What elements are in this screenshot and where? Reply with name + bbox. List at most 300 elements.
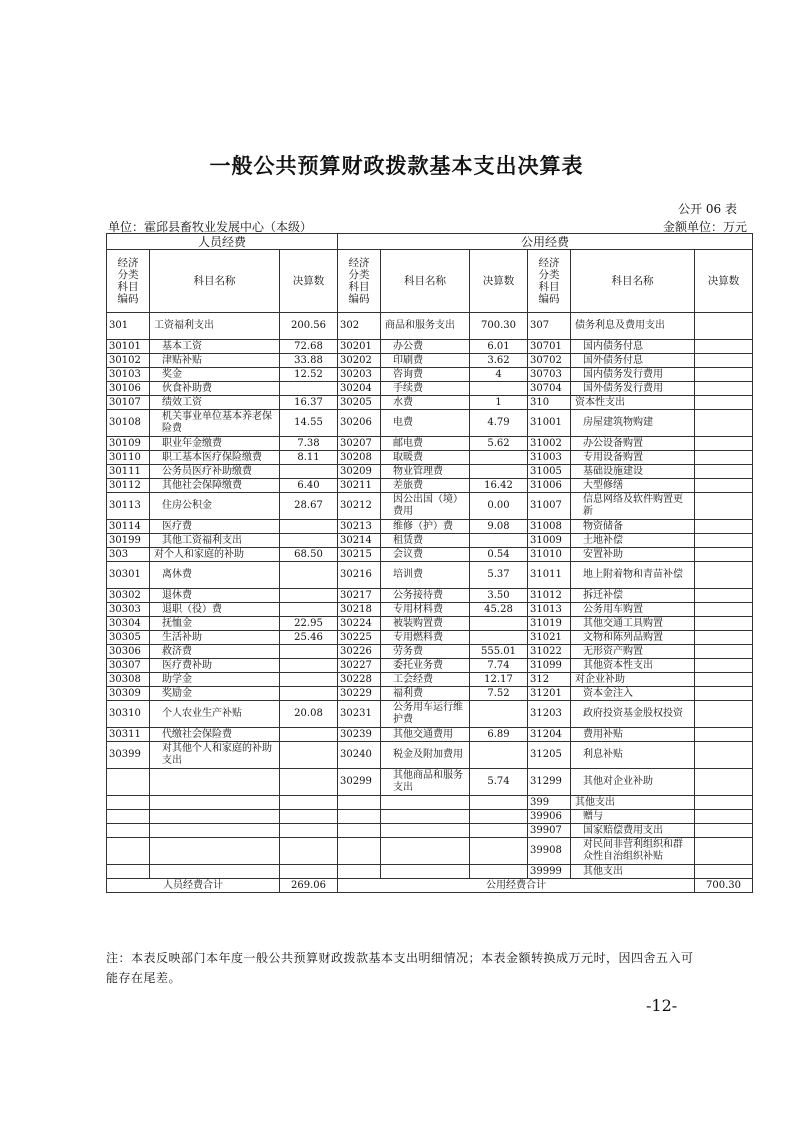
cell-name: 资本金注入 <box>571 687 695 701</box>
cell-name: 工资福利支出 <box>150 313 280 340</box>
cell-amount <box>280 865 338 879</box>
cell-amount <box>470 701 528 728</box>
cell-name: 公务接待费 <box>381 589 470 603</box>
cell-amount <box>470 534 528 548</box>
public-total-value: 700.30 <box>695 879 753 893</box>
cell-code: 30218 <box>338 603 381 617</box>
cell-code: 30114 <box>107 520 150 534</box>
table-row <box>107 742 753 769</box>
cell-amount: 8.11 <box>280 451 338 465</box>
table-row <box>107 354 753 368</box>
cell-name <box>150 810 280 824</box>
cell-name: 债务利息及费用支出 <box>571 313 695 340</box>
cell-name <box>150 824 280 838</box>
cell-amount <box>695 534 753 548</box>
cell-code: 31001 <box>528 410 571 437</box>
cell-code: 30227 <box>338 659 381 673</box>
cell-code <box>107 824 150 838</box>
cell-code: 30308 <box>107 673 150 687</box>
cell-code: 30216 <box>338 562 381 589</box>
cell-name: 咨询费 <box>381 368 470 382</box>
cell-code <box>107 796 150 810</box>
cell-amount: 16.37 <box>280 396 338 410</box>
cell-code: 31011 <box>528 562 571 589</box>
cell-code: 39908 <box>528 838 571 865</box>
cell-code: 30701 <box>528 340 571 354</box>
cell-code <box>107 810 150 824</box>
cell-name: 工会经费 <box>381 673 470 687</box>
cell-amount: 3.50 <box>470 589 528 603</box>
cell-code: 31003 <box>528 451 571 465</box>
cell-name <box>150 838 280 865</box>
cell-name: 伙食补助费 <box>150 382 280 396</box>
cell-amount: 14.55 <box>280 410 338 437</box>
cell-name: 医疗费补助 <box>150 659 280 673</box>
cell-code: 30107 <box>107 396 150 410</box>
header-name: 科目名称 <box>150 250 280 313</box>
cell-amount <box>280 534 338 548</box>
cell-name: 其他支出 <box>571 865 695 879</box>
cell-amount <box>470 810 528 824</box>
table-row <box>107 410 753 437</box>
cell-amount <box>695 493 753 520</box>
cell-code: 30299 <box>338 769 381 796</box>
cell-name <box>150 865 280 879</box>
cell-amount: 25.46 <box>280 631 338 645</box>
cell-amount: 12.52 <box>280 368 338 382</box>
cell-name: 文物和陈列品购置 <box>571 631 695 645</box>
cell-code: 31009 <box>528 534 571 548</box>
cell-code: 31006 <box>528 479 571 493</box>
cell-amount <box>280 603 338 617</box>
cell-code: 303 <box>107 548 150 562</box>
cell-name: 其他社会保障缴费 <box>150 479 280 493</box>
cell-name: 邮电费 <box>381 437 470 451</box>
cell-amount <box>695 838 753 865</box>
cell-code: 30306 <box>107 645 150 659</box>
cell-name <box>381 824 470 838</box>
cell-name: 电费 <box>381 410 470 437</box>
cell-code: 302 <box>338 313 381 340</box>
cell-amount <box>280 687 338 701</box>
cell-code: 31205 <box>528 742 571 769</box>
cell-code: 30112 <box>107 479 150 493</box>
cell-amount: 16.42 <box>470 479 528 493</box>
cell-name: 差旅费 <box>381 479 470 493</box>
table-row <box>107 645 753 659</box>
cell-amount <box>470 465 528 479</box>
cell-amount <box>470 631 528 645</box>
cell-amount <box>695 451 753 465</box>
cell-name: 税金及附加费用 <box>381 742 470 769</box>
cell-code: 30199 <box>107 534 150 548</box>
cell-code: 31010 <box>528 548 571 562</box>
cell-name: 福利费 <box>381 687 470 701</box>
cell-amount: 72.68 <box>280 340 338 354</box>
cell-amount: 68.50 <box>280 548 338 562</box>
cell-code: 30208 <box>338 451 381 465</box>
cell-amount <box>280 742 338 769</box>
cell-name: 公务用车购置 <box>571 603 695 617</box>
cell-name: 国家赔偿费用支出 <box>571 824 695 838</box>
cell-amount <box>695 465 753 479</box>
cell-code: 30207 <box>338 437 381 451</box>
table-row <box>107 796 753 810</box>
table-row <box>107 824 753 838</box>
table-row <box>107 396 753 410</box>
cell-code: 30704 <box>528 382 571 396</box>
cell-name: 津贴补贴 <box>150 354 280 368</box>
cell-amount: 33.88 <box>280 354 338 368</box>
table-row <box>107 534 753 548</box>
cell-amount: 9.08 <box>470 520 528 534</box>
cell-code: 30204 <box>338 382 381 396</box>
header-name: 科目名称 <box>571 250 695 313</box>
cell-code: 30213 <box>338 520 381 534</box>
cell-name: 办公设备购置 <box>571 437 695 451</box>
cell-amount: 555.01 <box>470 645 528 659</box>
cell-code: 39907 <box>528 824 571 838</box>
cell-name: 其他工资福利支出 <box>150 534 280 548</box>
cell-name <box>381 810 470 824</box>
cell-code: 30209 <box>338 465 381 479</box>
cell-code: 30239 <box>338 728 381 742</box>
cell-name: 利息补贴 <box>571 742 695 769</box>
table-row <box>107 701 753 728</box>
cell-code: 30226 <box>338 645 381 659</box>
expenditure-table <box>106 233 753 893</box>
cell-amount <box>280 645 338 659</box>
header-amount: 决算数 <box>280 250 338 313</box>
personnel-total-value: 269.06 <box>280 879 338 893</box>
cell-name: 手续费 <box>381 382 470 396</box>
cell-amount <box>695 410 753 437</box>
cell-amount: 22.95 <box>280 617 338 631</box>
cell-amount: 0.00 <box>470 493 528 520</box>
cell-code: 31022 <box>528 645 571 659</box>
cell-amount <box>470 742 528 769</box>
cell-code: 30310 <box>107 701 150 728</box>
cell-amount: 7.38 <box>280 437 338 451</box>
table-row <box>107 687 753 701</box>
cell-name: 印刷费 <box>381 354 470 368</box>
cell-code: 30217 <box>338 589 381 603</box>
cell-amount: 6.40 <box>280 479 338 493</box>
cell-code: 30111 <box>107 465 150 479</box>
cell-amount: 28.67 <box>280 493 338 520</box>
cell-code: 30206 <box>338 410 381 437</box>
table-row <box>107 479 753 493</box>
cell-amount: 1 <box>470 396 528 410</box>
cell-name: 生活补助 <box>150 631 280 645</box>
cell-amount <box>470 451 528 465</box>
cell-name: 其他交通费用 <box>381 728 470 742</box>
cell-amount <box>695 796 753 810</box>
cell-name: 奖金 <box>150 368 280 382</box>
cell-name: 取暖费 <box>381 451 470 465</box>
cell-code: 30101 <box>107 340 150 354</box>
cell-name: 房屋建筑物购建 <box>571 410 695 437</box>
cell-name: 租赁费 <box>381 534 470 548</box>
table-row <box>107 589 753 603</box>
cell-amount <box>695 589 753 603</box>
cell-name: 地上附着物和青苗补偿 <box>571 562 695 589</box>
table-row <box>107 631 753 645</box>
cell-name: 物资储备 <box>571 520 695 534</box>
table-row <box>107 810 753 824</box>
cell-name: 奖励金 <box>150 687 280 701</box>
cell-code: 310 <box>528 396 571 410</box>
page-title: 一般公共预算财政拨款基本支出决算表 <box>209 153 584 178</box>
cell-code: 30311 <box>107 728 150 742</box>
cell-amount <box>470 382 528 396</box>
cell-code: 30399 <box>107 742 150 769</box>
cell-name <box>381 838 470 865</box>
table-row <box>107 659 753 673</box>
cell-code: 31008 <box>528 520 571 534</box>
cell-code: 30703 <box>528 368 571 382</box>
cell-name: 国内债务发行费用 <box>571 368 695 382</box>
cell-name: 其他交通工具购置 <box>571 617 695 631</box>
table-row <box>107 865 753 879</box>
cell-amount: 700.30 <box>470 313 528 340</box>
personnel-total-label: 人员经费合计 <box>107 879 280 893</box>
table-row <box>107 313 753 340</box>
cell-amount <box>280 769 338 796</box>
cell-code: 30212 <box>338 493 381 520</box>
cell-code <box>338 796 381 810</box>
cell-code: 30110 <box>107 451 150 465</box>
cell-code: 30301 <box>107 562 150 589</box>
section-public: 公用经费 <box>338 234 753 250</box>
cell-code: 301 <box>107 313 150 340</box>
cell-name: 绩效工资 <box>150 396 280 410</box>
cell-amount: 5.37 <box>470 562 528 589</box>
cell-name: 离休费 <box>150 562 280 589</box>
cell-name: 基础设施建设 <box>571 465 695 479</box>
cell-code: 30229 <box>338 687 381 701</box>
cell-name: 土地补偿 <box>571 534 695 548</box>
cell-name: 水费 <box>381 396 470 410</box>
cell-code: 30201 <box>338 340 381 354</box>
cell-code: 31002 <box>528 437 571 451</box>
cell-name: 医疗费 <box>150 520 280 534</box>
cell-amount <box>470 865 528 879</box>
cell-name: 其他资本性支出 <box>571 659 695 673</box>
cell-amount <box>695 631 753 645</box>
section-personnel: 人员经费 <box>107 234 338 250</box>
cell-amount <box>695 548 753 562</box>
cell-amount <box>695 701 753 728</box>
cell-amount: 5.74 <box>470 769 528 796</box>
cell-code <box>107 865 150 879</box>
header-name: 科目名称 <box>381 250 470 313</box>
cell-amount <box>470 838 528 865</box>
table-row <box>107 838 753 865</box>
cell-name: 费用补贴 <box>571 728 695 742</box>
cell-name: 公务用车运行维护费 <box>381 701 470 728</box>
cell-name: 大型修缮 <box>571 479 695 493</box>
cell-code: 31099 <box>528 659 571 673</box>
cell-amount <box>470 824 528 838</box>
cell-amount: 4 <box>470 368 528 382</box>
cell-name: 资本性支出 <box>571 396 695 410</box>
cell-code: 30307 <box>107 659 150 673</box>
cell-amount <box>280 728 338 742</box>
table-number: 公开 06 表 <box>678 202 737 216</box>
header-amount: 决算数 <box>695 250 753 313</box>
cell-amount <box>280 465 338 479</box>
unit-label: 单位：霍邱县畜牧业发展中心（本级） <box>108 220 313 234</box>
cell-amount <box>280 673 338 687</box>
table-row <box>107 562 753 589</box>
cell-name <box>150 796 280 810</box>
cell-code: 30202 <box>338 354 381 368</box>
cell-name: 机关事业单位基本养老保险费 <box>150 410 280 437</box>
cell-name: 培训费 <box>381 562 470 589</box>
table-row <box>107 769 753 796</box>
table-row <box>107 617 753 631</box>
cell-amount <box>695 673 753 687</box>
cell-amount <box>470 796 528 810</box>
cell-amount <box>280 589 338 603</box>
table-row <box>107 520 753 534</box>
cell-amount <box>695 728 753 742</box>
cell-code: 30108 <box>107 410 150 437</box>
cell-name <box>381 865 470 879</box>
cell-amount <box>695 659 753 673</box>
cell-amount <box>470 617 528 631</box>
cell-code <box>338 824 381 838</box>
cell-amount: 200.56 <box>280 313 338 340</box>
header-code: 经济 分类 科目 编码 <box>528 250 571 313</box>
cell-name: 国外债务发行费用 <box>571 382 695 396</box>
cell-code: 31013 <box>528 603 571 617</box>
cell-code: 312 <box>528 673 571 687</box>
cell-code: 30304 <box>107 617 150 631</box>
cell-code: 30231 <box>338 701 381 728</box>
cell-amount: 3.62 <box>470 354 528 368</box>
cell-code: 30211 <box>338 479 381 493</box>
header-amount: 决算数 <box>470 250 528 313</box>
cell-code: 30702 <box>528 354 571 368</box>
cell-code: 31007 <box>528 493 571 520</box>
cell-name: 专用材料费 <box>381 603 470 617</box>
cell-name: 其他支出 <box>571 796 695 810</box>
cell-name: 基本工资 <box>150 340 280 354</box>
cell-amount <box>695 617 753 631</box>
cell-name: 劳务费 <box>381 645 470 659</box>
table-row <box>107 673 753 687</box>
cell-name: 救济费 <box>150 645 280 659</box>
cell-code <box>338 810 381 824</box>
totals-row <box>107 879 753 893</box>
cell-code: 30240 <box>338 742 381 769</box>
cell-name: 专用燃料费 <box>381 631 470 645</box>
table-row <box>107 493 753 520</box>
cell-code: 30214 <box>338 534 381 548</box>
cell-code: 39999 <box>528 865 571 879</box>
cell-name: 职业年金缴费 <box>150 437 280 451</box>
cell-amount <box>695 603 753 617</box>
cell-name: 住房公积金 <box>150 493 280 520</box>
cell-code: 30103 <box>107 368 150 382</box>
cell-name <box>150 769 280 796</box>
cell-code: 30305 <box>107 631 150 645</box>
cell-code: 30228 <box>338 673 381 687</box>
cell-code: 31204 <box>528 728 571 742</box>
cell-amount <box>695 645 753 659</box>
header-code: 经济 分类 科目 编码 <box>338 250 381 313</box>
cell-name: 会议费 <box>381 548 470 562</box>
cell-code <box>107 838 150 865</box>
cell-code: 31021 <box>528 631 571 645</box>
cell-amount: 0.54 <box>470 548 528 562</box>
cell-amount: 4.79 <box>470 410 528 437</box>
cell-name: 信息网络及软件购置更新 <box>571 493 695 520</box>
cell-amount <box>695 437 753 451</box>
cell-amount: 6.89 <box>470 728 528 742</box>
cell-name: 委托业务费 <box>381 659 470 673</box>
cell-amount <box>695 865 753 879</box>
cell-amount <box>695 313 753 340</box>
cell-amount <box>695 382 753 396</box>
cell-amount: 6.01 <box>470 340 528 354</box>
cell-name: 办公费 <box>381 340 470 354</box>
cell-name: 其他商品和服务支出 <box>381 769 470 796</box>
cell-code: 30205 <box>338 396 381 410</box>
cell-code <box>107 769 150 796</box>
header-row <box>107 250 753 313</box>
cell-name: 赠与 <box>571 810 695 824</box>
cell-name: 物业管理费 <box>381 465 470 479</box>
cell-amount <box>695 340 753 354</box>
cell-name: 公务员医疗补助缴费 <box>150 465 280 479</box>
cell-code: 31019 <box>528 617 571 631</box>
cell-code: 30224 <box>338 617 381 631</box>
cell-amount <box>280 796 338 810</box>
cell-amount <box>695 354 753 368</box>
cell-amount <box>280 659 338 673</box>
page-number: -12- <box>646 996 678 1015</box>
footnote: 注：本表反映部门本年度一般公共预算财政拨款基本支出明细情况；本表金额转换成万元时，因四舍五入可能存在尾差。 <box>106 951 694 985</box>
cell-amount <box>695 810 753 824</box>
cell-code <box>338 865 381 879</box>
cell-amount <box>280 382 338 396</box>
cell-code: 31012 <box>528 589 571 603</box>
cell-code: 399 <box>528 796 571 810</box>
cell-code: 30302 <box>107 589 150 603</box>
cell-amount <box>695 562 753 589</box>
cell-code: 30225 <box>338 631 381 645</box>
cell-name: 对个人和家庭的补助 <box>150 548 280 562</box>
cell-name: 抚恤金 <box>150 617 280 631</box>
cell-code: 30106 <box>107 382 150 396</box>
cell-amount <box>280 520 338 534</box>
cell-code: 31299 <box>528 769 571 796</box>
cell-name: 代缴社会保险费 <box>150 728 280 742</box>
cell-amount <box>695 368 753 382</box>
cell-code: 30102 <box>107 354 150 368</box>
cell-code <box>338 838 381 865</box>
cell-amount: 7.52 <box>470 687 528 701</box>
table-row <box>107 451 753 465</box>
cell-code: 39906 <box>528 810 571 824</box>
header-code: 经济 分类 科目 编码 <box>107 250 150 313</box>
cell-name: 国内债务付息 <box>571 340 695 354</box>
cell-code: 307 <box>528 313 571 340</box>
cell-code: 31201 <box>528 687 571 701</box>
